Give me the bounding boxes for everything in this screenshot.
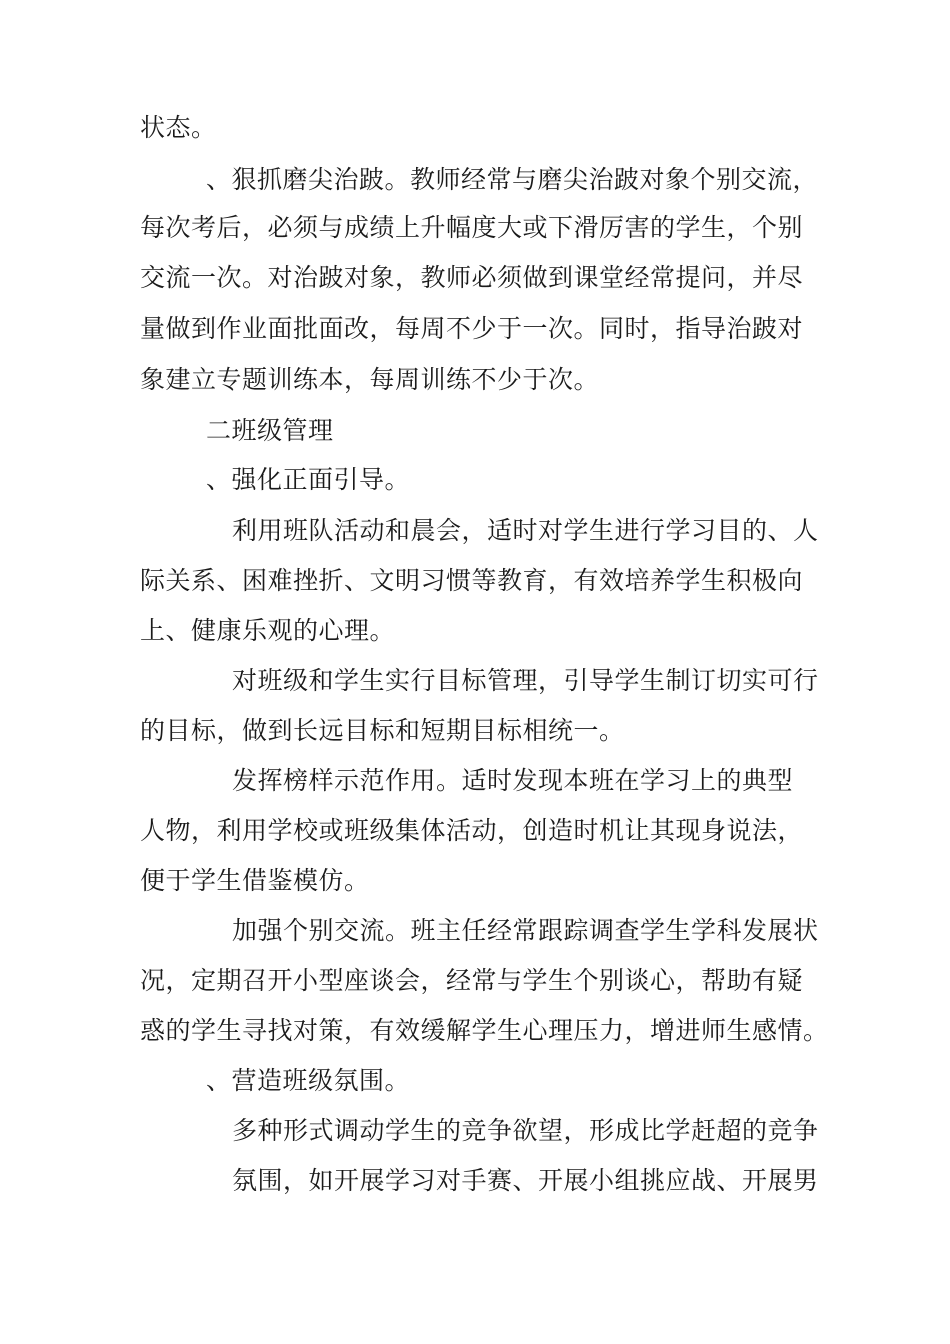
text-line: 多种形式调动学生的竞争欲望，形成比学赶超的竞争 [232, 1116, 819, 1145]
text-line: 象建立专题训练本，每周训练不少于次。 [140, 365, 600, 394]
text-line: 上、健康乐观的心理。 [140, 616, 396, 645]
text-line: 交流一次。对治跛对象，教师必须做到课堂经常提问，并尽 [140, 263, 804, 292]
text-line: 人物，利用学校或班级集体活动，创造时机让其现身说法， [140, 816, 804, 845]
text-line: 加强个别交流。班主任经常跟踪调查学生学科发展状 [232, 916, 819, 945]
text-line: 际关系、困难挫折、文明习惯等教育，有效培养学生积极向 [140, 566, 804, 595]
section-heading: 二班级管理 [206, 416, 334, 445]
subsection-heading: 、强化正面引导。 [206, 465, 411, 494]
text-line: 状态。 [140, 113, 217, 142]
text-line: 、狠抓磨尖治跛。教师经常与磨尖治跛对象个别交流， [206, 165, 819, 194]
text-line: 惑的学生寻找对策，有效缓解学生心理压力，增进师生感情。 [140, 1016, 829, 1045]
subsection-heading: 、营造班级氛围。 [206, 1066, 411, 1095]
text-line: 量做到作业面批面改，每周不少于一次。同时，指导治跛对 [140, 314, 804, 343]
text-line: 氛围，如开展学习对手赛、开展小组挑应战、开展男 [232, 1166, 819, 1195]
text-line: 利用班队活动和晨会，适时对学生进行学习目的、人 [232, 516, 819, 545]
text-line: 便于学生借鉴模仿。 [140, 866, 370, 895]
text-line: 的目标，做到长远目标和短期目标相统一。 [140, 716, 625, 745]
text-line: 每次考后，必须与成绩上升幅度大或下滑厉害的学生，个别 [140, 213, 804, 242]
text-line: 对班级和学生实行目标管理，引导学生制订切实可行 [232, 666, 819, 695]
text-line: 发挥榜样示范作用。适时发现本班在学习上的典型 [232, 766, 794, 795]
text-line: 况，定期召开小型座谈会，经常与学生个别谈心，帮助有疑 [140, 966, 804, 995]
